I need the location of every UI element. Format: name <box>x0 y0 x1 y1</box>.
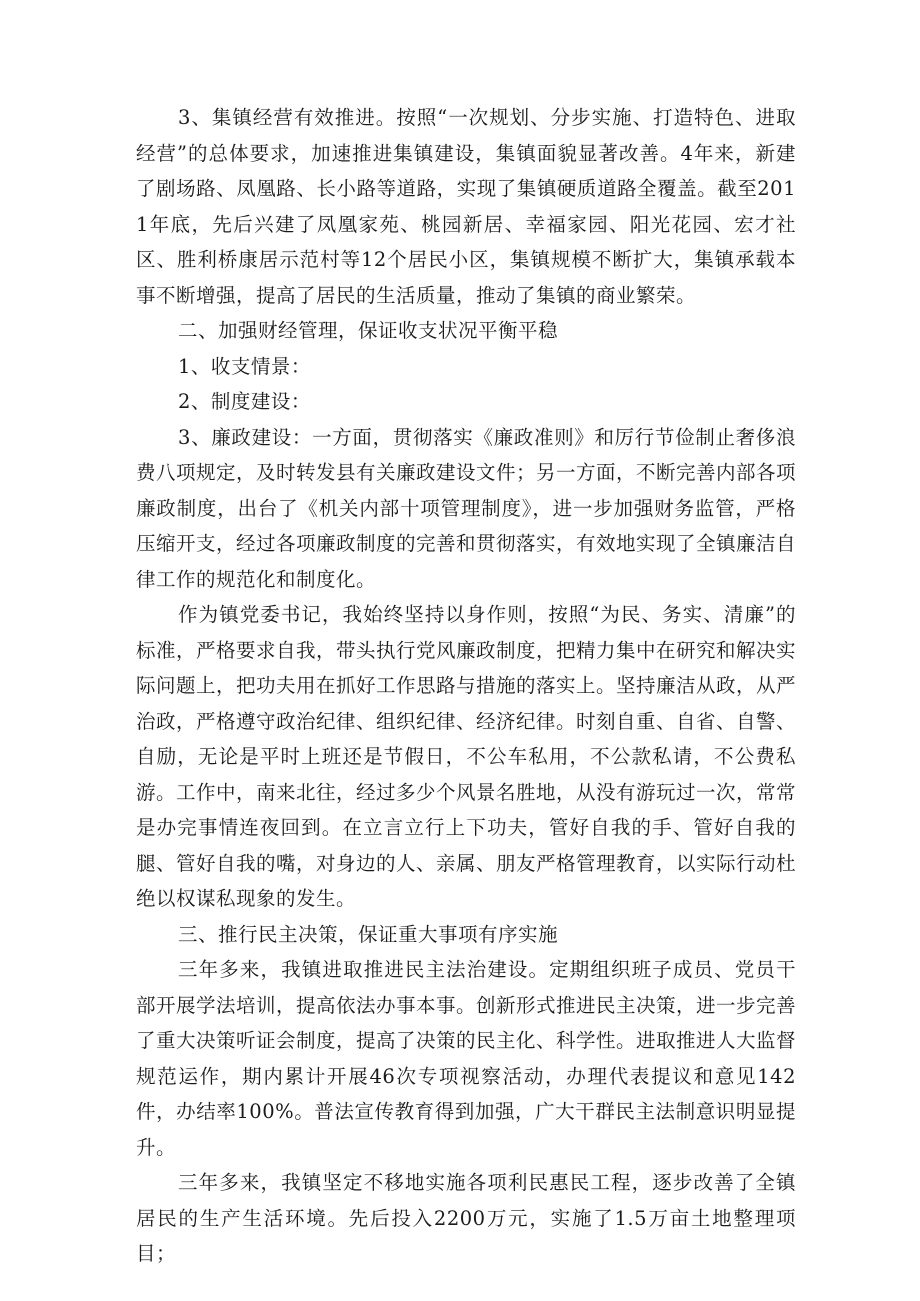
section-heading-finance: 二、加强财经管理，保证收支状况平衡平稳 <box>178 319 559 342</box>
paragraph-system-building: 2、制度建设： <box>178 390 311 413</box>
paragraph-party-secretary: 作为镇党委书记，我始终坚持以身作则，按照“为民、务实、清廉”的标准，严格要求自我，带头执行党风廉政制度，把精力集中在研究和解决实际问题上，把功夫用在抓好工作思路与措施的落实上。坚持廉洁从政，从严治政，严格遵守政治纪律、组织纪律、经济纪律。时刻自重、自省、自警、自励，无论是平时上班还是节假日，不公车私用，不公款私请，不公费私游。工作中，南来北往，经过多少个风景名胜地，从没有游玩过一次，常常是办完事情连夜回到。在立言立行上下功夫，管好自我的手、管好自我的腿、管好自我的嘴，对身边的人、亲属、朋友严格管理教育，以实际行动杜绝以权谋私现象的发生。 <box>136 603 797 910</box>
paragraph-livelihood-projects: 三年多来，我镇坚定不移地实施各项利民惠民工程，逐步改善了全镇居民的生产生活环境。先后投入2200万元，实施了1.5万亩土地整理项目； <box>136 1171 796 1265</box>
document-body <box>136 100 796 1272</box>
paragraph-town-management: 3、集镇经营有效推进。按照“一次规划、分步实施、打造特色、进取经营”的总体要求，加速推进集镇建设，集镇面貌显著改善。4年来，新建了剧场路、凤凰路、长小路等道路，实现了集镇硬质道路全覆盖。截至2011年底，先后兴建了凤凰家苑、桃园新居、幸福家园、阳光花园、宏才社区、胜利桥康居示范村等12个居民小区，集镇规模不断扩大，集镇承载本事不断增强，提高了居民的生活质量，推动了集镇的商业繁荣。 <box>136 106 796 307</box>
paragraph-rule-of-law: 三年多来，我镇进取推进民主法治建设。定期组织班子成员、党员干部开展学法培训，提高依法办事本事。创新形式推进民主决策，进一步完善了重大决策听证会制度，提高了决策的民主化、科学性。进取推进人大监督规范运作，期内累计开展46次专项视察活动，办理代表提议和意见142件，办结率100%。普法宣传教育得到加强，广大干群民主法制意识明显提升。 <box>136 958 797 1159</box>
paragraph-integrity-building: 3、廉政建设：一方面，贯彻落实《廉政准则》和厉行节俭制止奢侈浪费八项规定，及时转发县有关廉政建设文件；另一方面，不断完善内部各项廉政制度，出台了《机关内部十项管理制度》，进一步加强财务监管，严格压缩开支，经过各项廉政制度的完善和贯彻落实，有效地实现了全镇廉洁自律工作的规范化和制度化。 <box>136 425 797 591</box>
section-heading-democracy: 三、推行民主决策，保证重大事项有序实施 <box>178 922 559 946</box>
paragraph-income-expenditure: 1、收支情景： <box>178 354 311 378</box>
